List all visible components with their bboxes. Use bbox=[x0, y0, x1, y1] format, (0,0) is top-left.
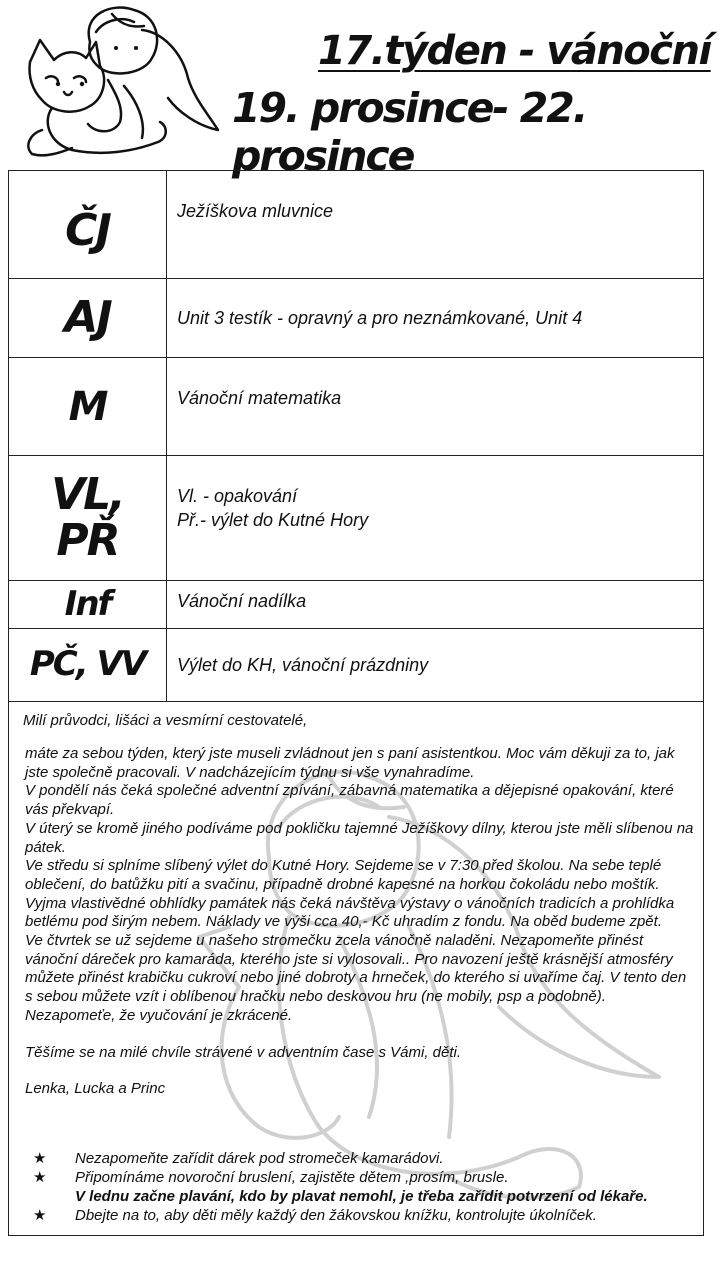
subject-label: VL, PŘ bbox=[9, 456, 167, 580]
subject-label: Inf bbox=[9, 581, 167, 628]
subject-content: Unit 3 testík - opravný a pro neznámkované, Unit 4 bbox=[177, 308, 583, 328]
swimming-note: V lednu začne plavání, kdo by plavat nemohl, je třeba zařídit potvrzení od lékaře. bbox=[75, 1188, 648, 1205]
subject-row-m bbox=[8, 357, 704, 455]
subject-row-aj bbox=[8, 278, 704, 357]
list-item: ★ Nezapomeňte zařídit dárek pod stromeček kamarádovi. bbox=[33, 1150, 444, 1167]
subject-label: AJ bbox=[9, 279, 167, 357]
subject-content: Vl. - opakování Př.- výlet do Kutné Hory bbox=[177, 486, 369, 530]
subjects-table bbox=[8, 170, 704, 702]
subject-row-pc-vv bbox=[8, 628, 704, 702]
star-bullet-icon: ★ bbox=[33, 1207, 47, 1224]
letter-signature: Lenka, Lucka a Princ bbox=[25, 1080, 166, 1098]
letter-closing: Těšíme se na milé chvíle strávené v adventním čase s Vámi, děti. bbox=[25, 1043, 462, 1061]
subject-content: Ježíškova mluvnice bbox=[177, 201, 334, 221]
subject-content: Vánoční matematika bbox=[177, 388, 342, 408]
list-item: ★ Dbejte na to, aby děti měly každý den žákovskou knížku, kontrolujte úkolníček. bbox=[33, 1207, 597, 1224]
letter-paragraph: V úterý se kromě jiného podíváme pod pokličku tajemné Ježíškovy dílny, kterou jste měli slíbenou na pátek. bbox=[25, 819, 694, 856]
list-item: ★ Připomínáme novoroční bruslení, zajistěte dětem ,prosím, brusle. V lednu začne plavání, kdo by plavat nemohl, je třeba zařídit potvrzení od lékaře. bbox=[31, 1168, 701, 1206]
subject-label: ČJ bbox=[9, 171, 167, 278]
reminders-list bbox=[31, 1149, 701, 1225]
date-range: 19. prosince- 22. prosince bbox=[232, 84, 587, 180]
subject-content: Výlet do KH, vánoční prázdniny bbox=[177, 655, 429, 675]
parent-letter bbox=[8, 697, 704, 1236]
letter-paragraph: Ve čtvrtek se už sejdeme u našeho stromečku zcela vánočně naladěni. Nezapomeňte přinést vánoční dáreček pro kamaráda, kterého jste si vylosovali.. Pro navození ještě krásnější atmosféry můžete přinést krabičku cukroví nebo jiné dobroty a hrneček, do kterého si uvaříme čaj. V tento den s sebou můžete vzít i oblíbenou hračku nebo deskovou hru (ne mobily, psp a podobně). Nezapomeťe, že vyučování je zkrácené. bbox=[25, 932, 687, 1024]
week-title: 17.týden - vánoční bbox=[318, 28, 711, 74]
subject-row-cj bbox=[8, 170, 704, 278]
subject-label: PČ, VV bbox=[9, 629, 167, 701]
letter-paragraph: V pondělí nás čeká společné adventní zpívání, zábavná matematika a dějepisné opakování, které vás překvapí. bbox=[25, 782, 674, 819]
little-prince-fox-illustration bbox=[12, 2, 222, 162]
letter-greeting: Milí průvodci, lišáci a vesmírní cestovatelé, bbox=[23, 712, 308, 729]
letter-paragraph: Ve středu si splníme slíbený výlet do Kutné Hory. Sejdeme se v 7:30 před školou. Na sebe teplé oblečení, do batůžku pití a svačinu, případně drobné kapesné na horkou čokoládu nebo moštík. Vyjma vlastivědné obhlídky památek nás čeká návštěva výstavy o vánočních tradicích a prohlídka betlému pod širým nebem. Náklady ve výši cca 40,- Kč uhradím z fondu. Na oběd budeme zpět. bbox=[25, 857, 675, 931]
subject-row-inf bbox=[8, 580, 704, 628]
star-bullet-icon: ★ bbox=[33, 1150, 47, 1167]
header bbox=[0, 0, 720, 180]
subject-row-vl-pr bbox=[8, 455, 704, 580]
subject-content: Vánoční nadílka bbox=[177, 591, 307, 611]
subject-label: M bbox=[9, 358, 167, 455]
letter-paragraph: máte za sebou týden, který jste museli zvládnout jen s paní asistentkou. Moc vám děkuji za to, jak jste společně pracovali. V nadcházejícím týdnu si vše vynahradíme. bbox=[25, 745, 675, 781]
letter-body bbox=[25, 745, 695, 1099]
star-bullet-icon: ★ bbox=[33, 1169, 47, 1186]
